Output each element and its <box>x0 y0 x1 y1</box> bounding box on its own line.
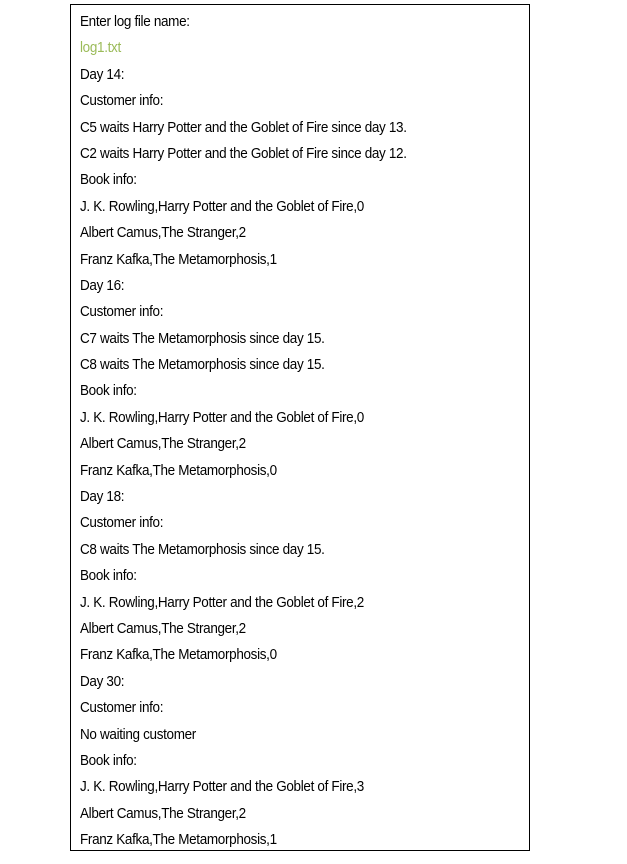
book-info-header: Book info: <box>80 752 137 769</box>
customer-line: C5 waits Harry Potter and the Goblet of Fire since day 13. <box>80 119 407 136</box>
book-line: Franz Kafka,The Metamorphosis,1 <box>80 251 277 268</box>
day-header: Day 16: <box>80 277 125 294</box>
book-line: J. K. Rowling,Harry Potter and the Goblet of Fire,3 <box>80 779 364 796</box>
book-info-header: Book info: <box>80 172 137 189</box>
book-line: J. K. Rowling,Harry Potter and the Goblet of Fire,0 <box>80 198 364 215</box>
day-header: Day 14: <box>80 66 125 83</box>
customer-info-header: Customer info: <box>80 304 164 321</box>
book-line: Albert Camus,The Stranger,2 <box>80 225 246 242</box>
book-line: Albert Camus,The Stranger,2 <box>80 436 246 453</box>
customer-line: C2 waits Harry Potter and the Goblet of Fire since day 12. <box>80 145 407 162</box>
customer-line: C8 waits The Metamorphosis since day 15. <box>80 357 325 374</box>
day-header: Day 30: <box>80 673 125 690</box>
console-lines <box>80 9 525 854</box>
console-output-box <box>70 4 530 851</box>
book-line: Franz Kafka,The Metamorphosis,0 <box>80 647 277 664</box>
book-info-header: Book info: <box>80 383 137 400</box>
customer-line: C8 waits The Metamorphosis since day 15. <box>80 541 325 558</box>
customer-info-header: Customer info: <box>80 93 164 110</box>
user-input-line: log1.txt <box>80 40 121 57</box>
customer-info-header: Customer info: <box>80 700 164 717</box>
book-line: Albert Camus,The Stranger,2 <box>80 805 246 822</box>
book-line: Franz Kafka,The Metamorphosis,0 <box>80 462 277 479</box>
book-line: Franz Kafka,The Metamorphosis,1 <box>80 832 277 849</box>
day-header: Day 18: <box>80 489 125 506</box>
customer-info-header: Customer info: <box>80 515 164 532</box>
book-info-header: Book info: <box>80 568 137 585</box>
book-line: J. K. Rowling,Harry Potter and the Goblet of Fire,2 <box>80 594 364 611</box>
prompt-line: Enter log file name: <box>80 14 190 30</box>
customer-line: No waiting customer <box>80 726 196 743</box>
book-line: Albert Camus,The Stranger,2 <box>80 620 246 637</box>
book-line: J. K. Rowling,Harry Potter and the Goblet of Fire,0 <box>80 409 364 426</box>
customer-line: C7 waits The Metamorphosis since day 15. <box>80 330 325 347</box>
